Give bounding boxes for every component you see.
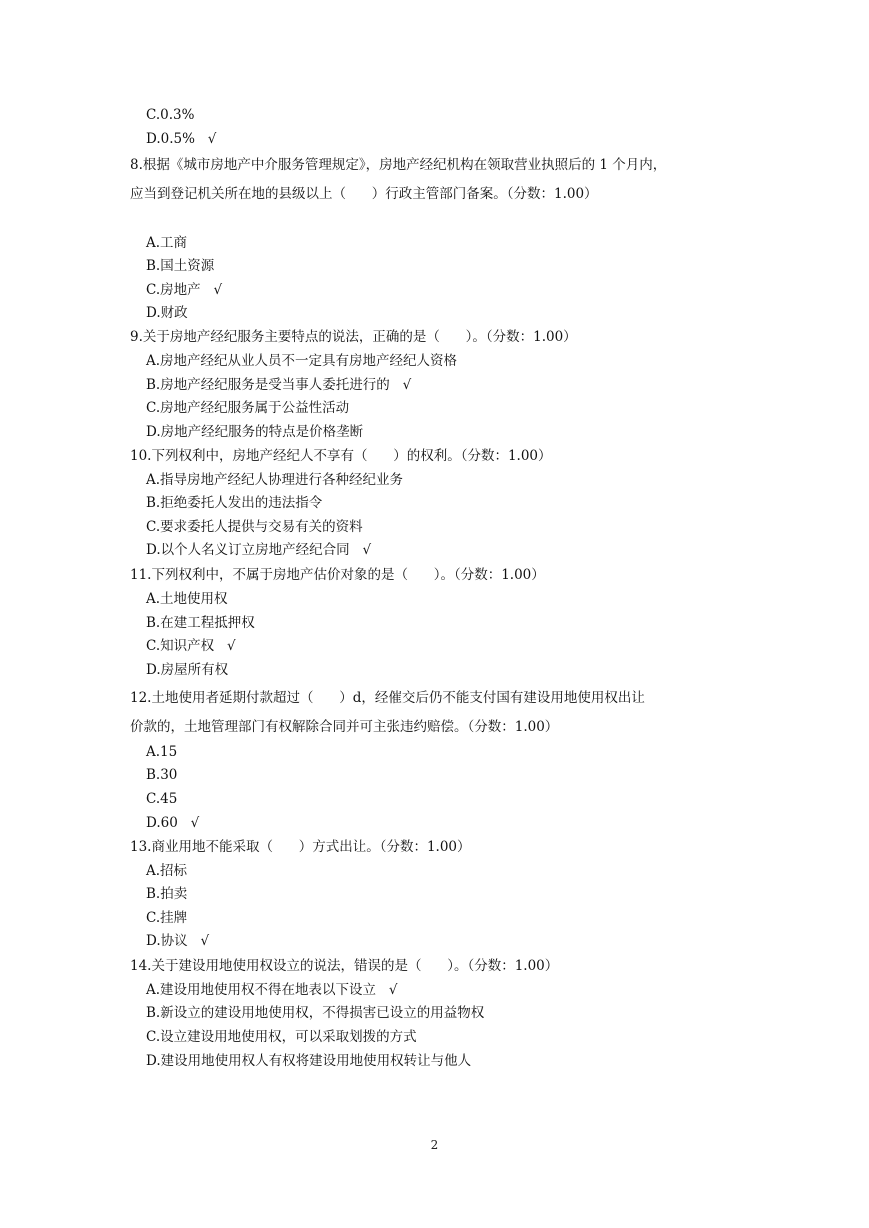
- option-q13-c: C.挂牌: [146, 910, 188, 926]
- option-q8-c: C.房地产 √: [146, 282, 223, 298]
- option-q12-c: C.45: [146, 791, 178, 807]
- question-12-line1: 12.土地使用者延期付款超过（ ）d，经催交后仍不能支付国有建设用地使用权出让: [130, 690, 645, 706]
- option-q9-a: A.房地产经纪从业人员不一定具有房地产经纪人资格: [146, 353, 458, 369]
- question-14: 14.关于建设用地使用权设立的说法，错误的是（ ）。（分数：1.00）: [130, 958, 559, 974]
- option-q13-d: D.协议 √: [146, 933, 210, 949]
- option-q8-b: B.国土资源: [146, 258, 215, 274]
- question-12-line2: 价款的，土地管理部门有权解除合同并可主张违约赔偿。（分数：1.00）: [130, 719, 559, 735]
- option-q11-a: A.土地使用权: [146, 591, 228, 607]
- question-10: 10.下列权利中，房地产经纪人不享有（ ）的权利。（分数：1.00）: [130, 448, 552, 464]
- page-number: 2: [430, 1138, 439, 1152]
- option-q9-c: C.房地产经纪服务属于公益性活动: [146, 400, 350, 416]
- option-q9-d: D.房地产经纪服务的特点是价格垄断: [146, 424, 364, 440]
- option-q14-c: C.设立建设用地使用权，可以采取划拨的方式: [146, 1029, 417, 1045]
- option-q8-d: D.财政: [146, 305, 188, 321]
- option-q12-d: D.60 √: [146, 815, 200, 831]
- option-q11-c: C.知识产权 √: [146, 638, 236, 654]
- question-8-line1: 8.根据《城市房地产中介服务管理规定》，房地产经纪机构在领取营业执照后的 1 个月内，: [130, 157, 667, 173]
- option-q12-b: B.30: [146, 767, 178, 783]
- question-8-line2: 应当到登记机关所在地的县级以上（ ）行政主管部门备案。（分数：1.00）: [130, 186, 598, 202]
- option-q13-a: A.招标: [146, 863, 188, 879]
- option-q7-d: D.0.5% √: [146, 131, 217, 147]
- option-q9-b: B.房地产经纪服务是受当事人委托进行的 √: [146, 377, 412, 393]
- question-13: 13.商业用地不能采取（ ）方式出让。（分数：1.00）: [130, 839, 471, 855]
- option-q10-a: A.指导房地产经纪人协理进行各种经纪业务: [146, 472, 404, 488]
- option-q13-b: B.拍卖: [146, 886, 188, 902]
- option-q10-b: B.拒绝委托人发出的违法指令: [146, 495, 323, 511]
- option-q11-d: D.房屋所有权: [146, 662, 229, 678]
- option-q11-b: B.在建工程抵押权: [146, 615, 255, 631]
- question-9: 9.关于房地产经纪服务主要特点的说法，正确的是（ ）。（分数：1.00）: [130, 329, 577, 345]
- question-11: 11.下列权利中，不属于房地产估价对象的是（ ）。（分数：1.00）: [130, 567, 545, 583]
- option-q14-a: A.建设用地使用权不得在地表以下设立 √: [146, 982, 398, 998]
- option-q7-c: C.0.3%: [146, 107, 195, 123]
- option-q10-d: D.以个人名义订立房地产经纪合同 √: [146, 542, 372, 558]
- option-q14-d: D.建设用地使用权人有权将建设用地使用权转让与他人: [146, 1053, 472, 1069]
- option-q12-a: A.15: [146, 744, 178, 760]
- option-q14-b: B.新设立的建设用地使用权，不得损害已设立的用益物权: [146, 1005, 485, 1021]
- option-q8-a: A.工商: [146, 235, 188, 251]
- option-q10-c: C.要求委托人提供与交易有关的资料: [146, 519, 363, 535]
